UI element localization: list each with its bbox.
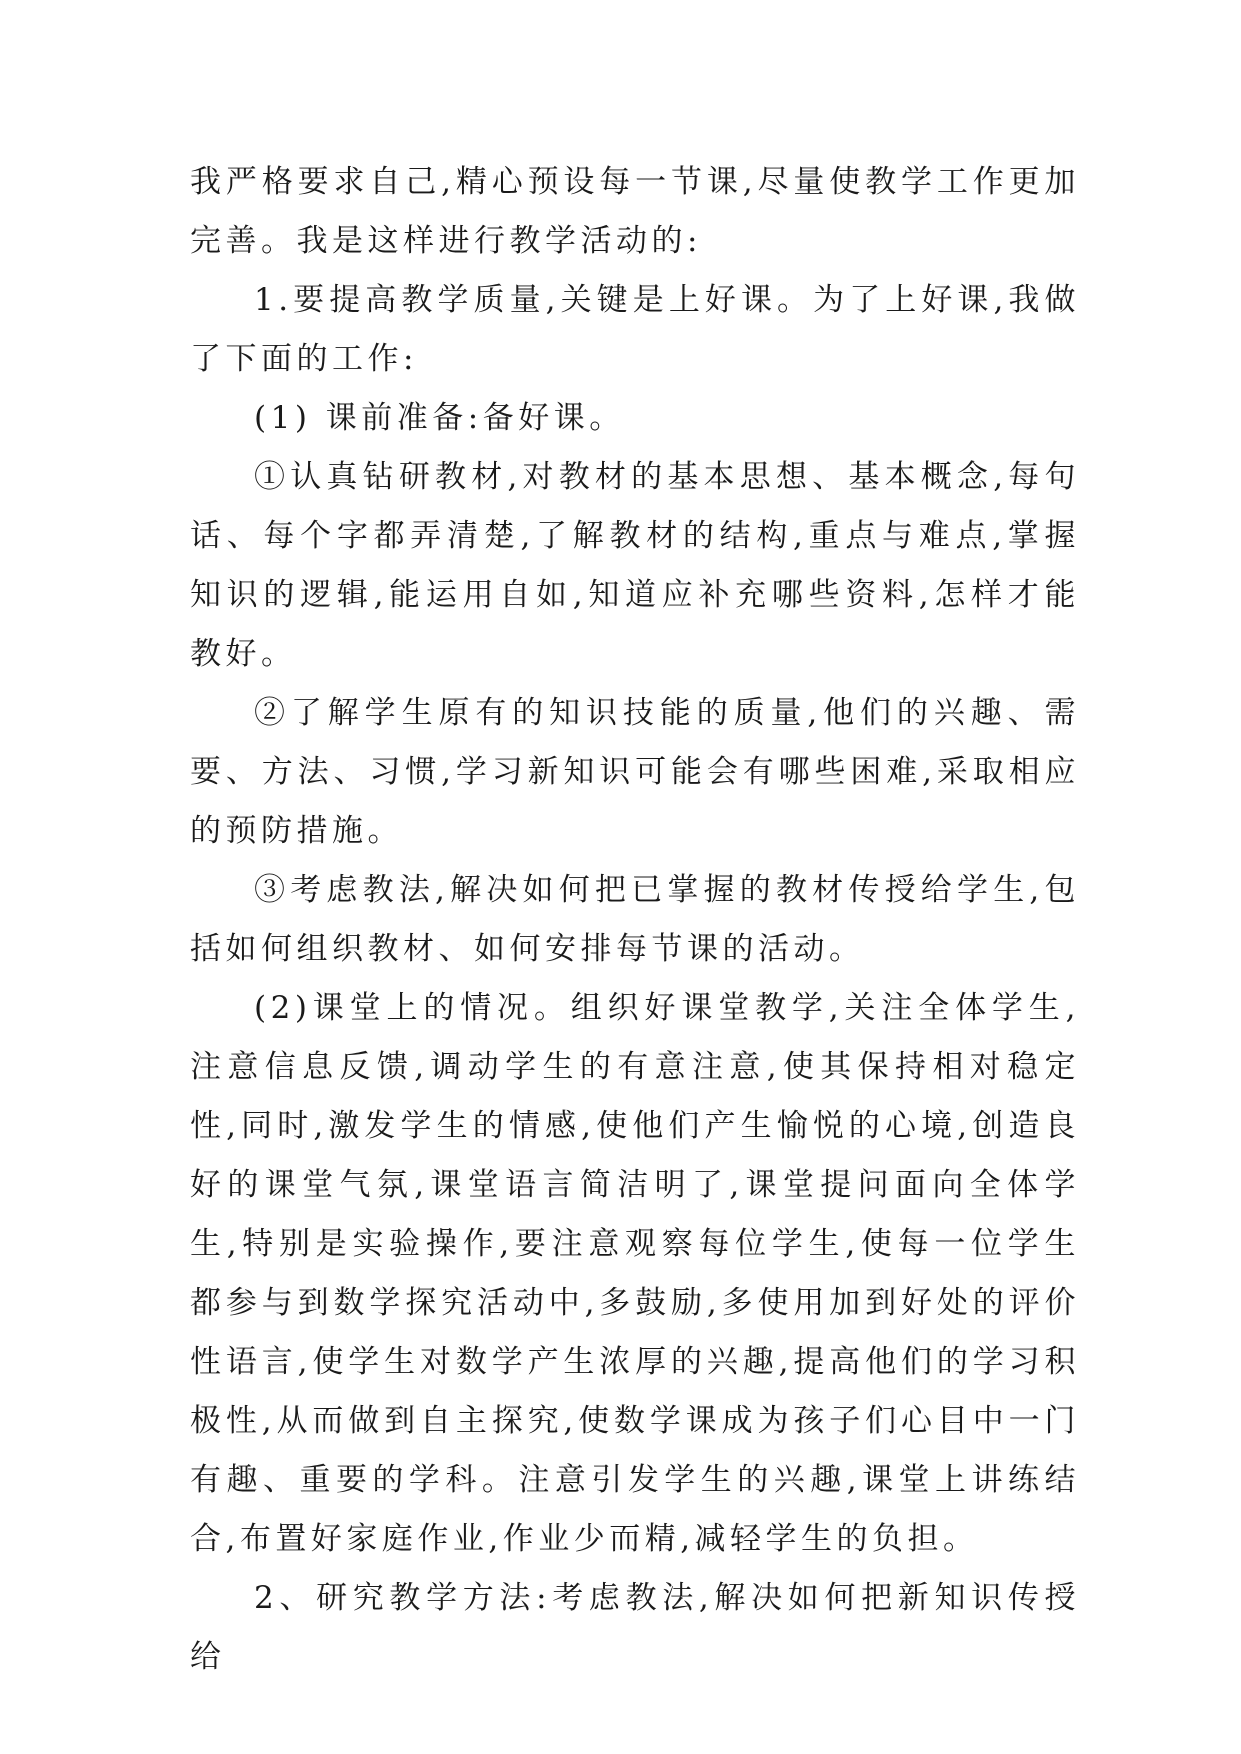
document-page: [190, 153, 1080, 1687]
paragraph-subpoint-1: (1) 课前准备:备好课。: [254, 400, 625, 436]
paragraph-point-1: 1.要提高教学质量,关键是上好课。为了上好课,我做了下面的工作:: [190, 282, 1080, 377]
paragraph-item-3: ③考虑教法,解决如何把已掌握的教材传授给学生,包括如何组织教材、如何安排每节课的活动。: [190, 872, 1080, 967]
paragraph-item-1: ①认真钻研教材,对教材的基本思想、基本概念,每句话、每个字都弄清楚,了解教材的结构,重点与难点,掌握知识的逻辑,能运用自如,知道应补充哪些资料,怎样才能教好。: [190, 459, 1080, 672]
paragraph-subpoint-2: (2)课堂上的情况。组织好课堂教学,关注全体学生,注意信息反馈,调动学生的有意注意,使其保持相对稳定性,同时,激发学生的情感,使他们产生愉悦的心境,创造良好的课堂气氛,课堂语言简洁明了,课堂提问面向全体学生,特别是实验操作,要注意观察每位学生,使每一位学生都参与到数学探究活动中,多鼓励,多使用加到好处的评价性语言,使学生对数学产生浓厚的兴趣,提高他们的学习积极性,从而做到自主探究,使数学课成为孩子们心目中一门有趣、重要的学科。注意引发学生的兴趣,课堂上讲练结合,布置好家庭作业,作业少而精,减轻学生的负担。: [190, 990, 1080, 1557]
paragraph-item-2: ②了解学生原有的知识技能的质量,他们的兴趣、需要、方法、习惯,学习新知识可能会有哪些困难,采取相应的预防措施。: [190, 695, 1080, 849]
paragraph-point-2: 2、研究教学方法:考虑教法,解决如何把新知识传授给: [190, 1580, 1080, 1675]
paragraph-intro: 我严格要求自己,精心预设每一节课,尽量使教学工作更加完善。我是这样进行教学活动的:: [190, 164, 1080, 259]
